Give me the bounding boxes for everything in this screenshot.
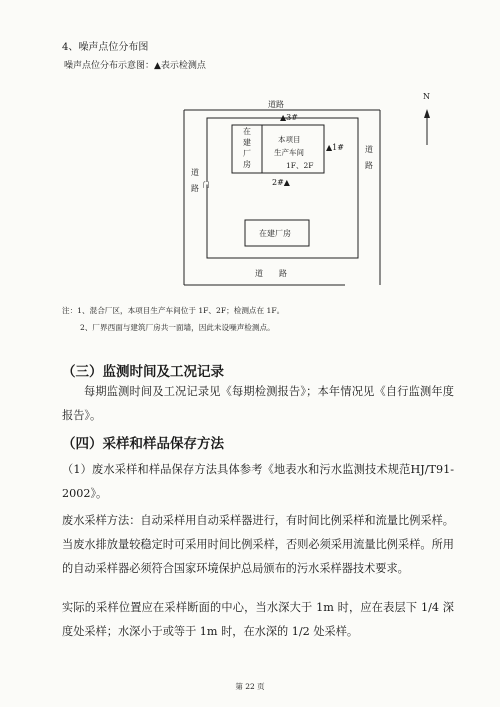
section-4-heading: （四）采样和样品保存方法: [62, 436, 224, 452]
diagram-legend: 噪声点位分布示意图：▲表示检测点: [64, 61, 206, 71]
gate-label: 门: [202, 181, 210, 189]
road-right-label: 道 路: [365, 145, 373, 170]
section-4-paragraph-1: （1）废水采样和样品保存方法具体参考《地表水和污水监测技术规范HJ/T91-2002》。: [62, 463, 454, 500]
section-3-heading: （三）监测时间及工况记录: [62, 364, 224, 380]
monitoring-point-1: ▲1#: [326, 143, 344, 152]
diagram-note-2: 2、厂界西面与建筑厂房共一面墙，因此未设噪声检测点。: [80, 323, 275, 332]
section-4-paragraph-3: 实际的采样位置应在采样断面的中心，当水深大于 1m 时，应在表层下 1/4 深度处采样；水深小于或等于 1m 时，在水深的 1/2 处采样。: [62, 601, 454, 638]
project-label-line2: 生产车间: [274, 148, 304, 157]
building-under-construction-bottom: 在建厂房: [259, 229, 291, 238]
page-number: 第 22 页: [235, 682, 265, 691]
section-3-body: 每期监测时间及工况记录见《每期检测报告》；本年情况见《自行监测年度报告》。: [62, 385, 454, 422]
monitoring-point-2: 2#▲: [272, 178, 290, 187]
north-label: N: [423, 92, 430, 101]
monitoring-point-3: ▲3#: [280, 113, 298, 122]
section-4-paragraph-2: 废水采样方法：自动采样用自动采样器进行，有时间比例采样和流量比例采样。当废水排放量较稳定时可采用时间比例采样，否则必须采用流量比例采样。所用的自动采样器必须符合国家环境保护总局颁布的污水采样器技术要求。: [62, 514, 454, 575]
project-label-line1: 本项目: [278, 135, 301, 144]
road-bottom-label: 道 路: [255, 269, 287, 278]
project-label-line3: 1F、2F: [286, 161, 314, 170]
section-4-title: 4、噪声点位分布图: [62, 42, 149, 53]
north-arrow-head: [424, 109, 430, 118]
road-top-label: 道路: [268, 100, 284, 109]
road-left-label: 道 路: [191, 168, 199, 193]
diagram-note-1: 注：1、混合厂区，本项目生产车间位于 1F、2F；检测点在 1F。: [62, 306, 285, 315]
building-under-construction-left: 在 建 厂 房: [243, 127, 251, 169]
